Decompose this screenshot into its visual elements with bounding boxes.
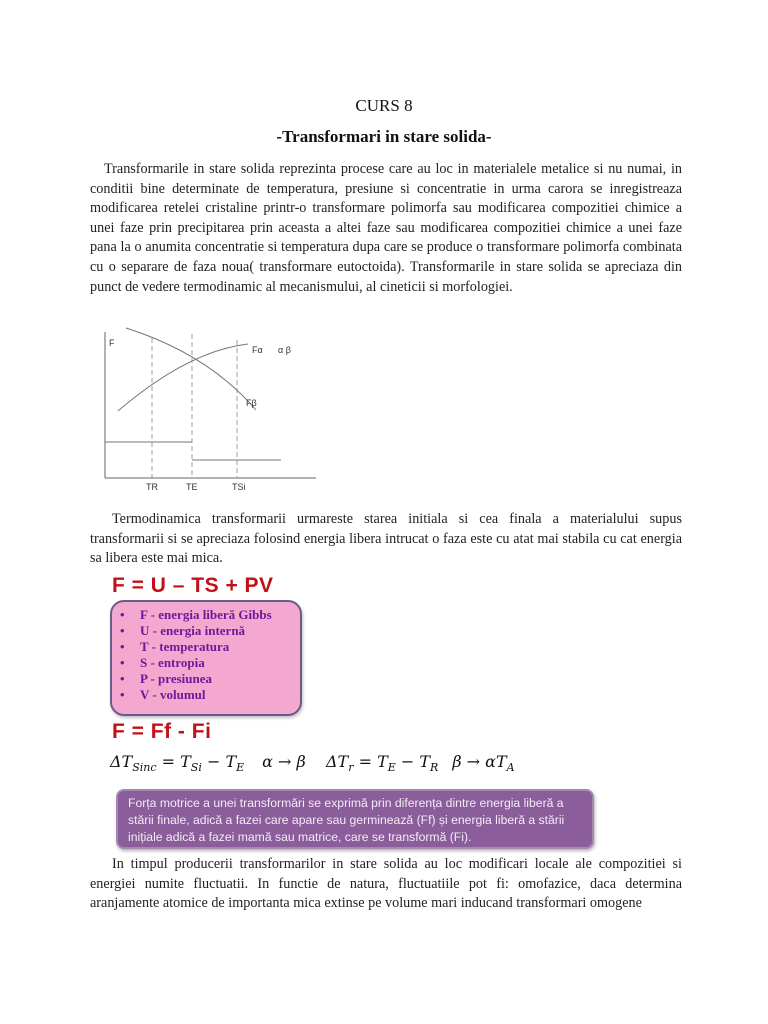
y-axis-label: F (109, 338, 115, 348)
driving-force-note-box (116, 789, 594, 849)
course-title: CURS 8 (355, 96, 413, 115)
fluctuations-paragraph (90, 855, 682, 914)
thermodynamics-paragraph (90, 510, 682, 569)
f-alpha-curve (118, 344, 248, 411)
series-label-f-beta: Fβ (246, 398, 257, 408)
variables-list (112, 602, 300, 703)
legend-item: • P - presiunea (120, 671, 212, 686)
thermo-text: Termodinamica transformarii urmareste starea initiala si cea finala a materialului supus transformarii si se apreciaza folosind energia libera intrucat o faza este cu atat mai stabila cu cat energia sa libera este mai mica. (90, 511, 682, 567)
gibbs-formula: F = U – TS + PV (112, 574, 274, 597)
legend-item: • U - energia internă (120, 623, 246, 638)
intro-paragraph (90, 160, 682, 297)
x-tick-tr: TR (146, 482, 158, 492)
x-tick-te: TE (186, 482, 198, 492)
variables-legend-box (110, 600, 302, 716)
driving-force-note: Forța motrice a unei transformări se exprimă prin diferența dintre energia liberă a stării finale, adică a fazei care apare sau germinează (Ff) și energia liberă a stării inițiale adică a fazei mamă sau matrice, care se transformă (Fi). (128, 796, 565, 844)
undercooling-equation-r: $\Delta T_r = T_E - T_R$ $\beta \to \alpha T_A$ (326, 752, 515, 775)
f-beta-curve (126, 328, 256, 410)
legend-item: • T - temperatura (120, 639, 230, 654)
undercooling-equation-inc: $\Delta T_{Sinc} = T_{Si} - T_E$ α → β (110, 752, 306, 775)
free-energy-difference-formula: F = Ff - Fi (112, 720, 212, 743)
legend-item: • F - energia liberă Gibbs (120, 607, 272, 622)
legend-item: • S - entropia (120, 655, 205, 670)
fluct-text: In timpul producerii transformarilor in stare solida au loc modificari locale ale compozitiei si energiei numite fluctuatii. In functie de natura, fluctuatiile pot fi: omofazice, daca determina aranjamente atomice de importanta mica extinse pe volume mari inducand transformari omogene (90, 856, 682, 912)
intro-text: Transformarile in stare solida reprezinta procese care au loc in materialele metalice si nu numai, in conditii bine determinate de temperatura, presiune si concentratie in urma carora se inregistreaza modificarea retelei cristaline printr-o transformare polimorfa sau modificarea compozitiei chimice a unei faze prin precipitarea prin aceasta a altei faze sau modificarea compozitiei chimice a unei faze pana la o anumita concentratie si temperatura dupa care se produce o transformare polimorfa combinata cu o separare de faza noua( transformare eutoctoida). Transformarile in stare solida se apreciaza din punct de vedere termodinamic al mecanismului, al cineticii si morfologiei. (90, 161, 682, 295)
alpha-beta-annotation: α β (278, 345, 291, 355)
series-label-f-alpha: Fα (252, 345, 263, 355)
legend-item: • V - volumul (120, 687, 206, 702)
x-tick-tsi: TSi (232, 482, 246, 492)
chapter-subtitle: -Transformari in stare solida- (276, 127, 492, 146)
free-energy-chart (88, 326, 320, 498)
